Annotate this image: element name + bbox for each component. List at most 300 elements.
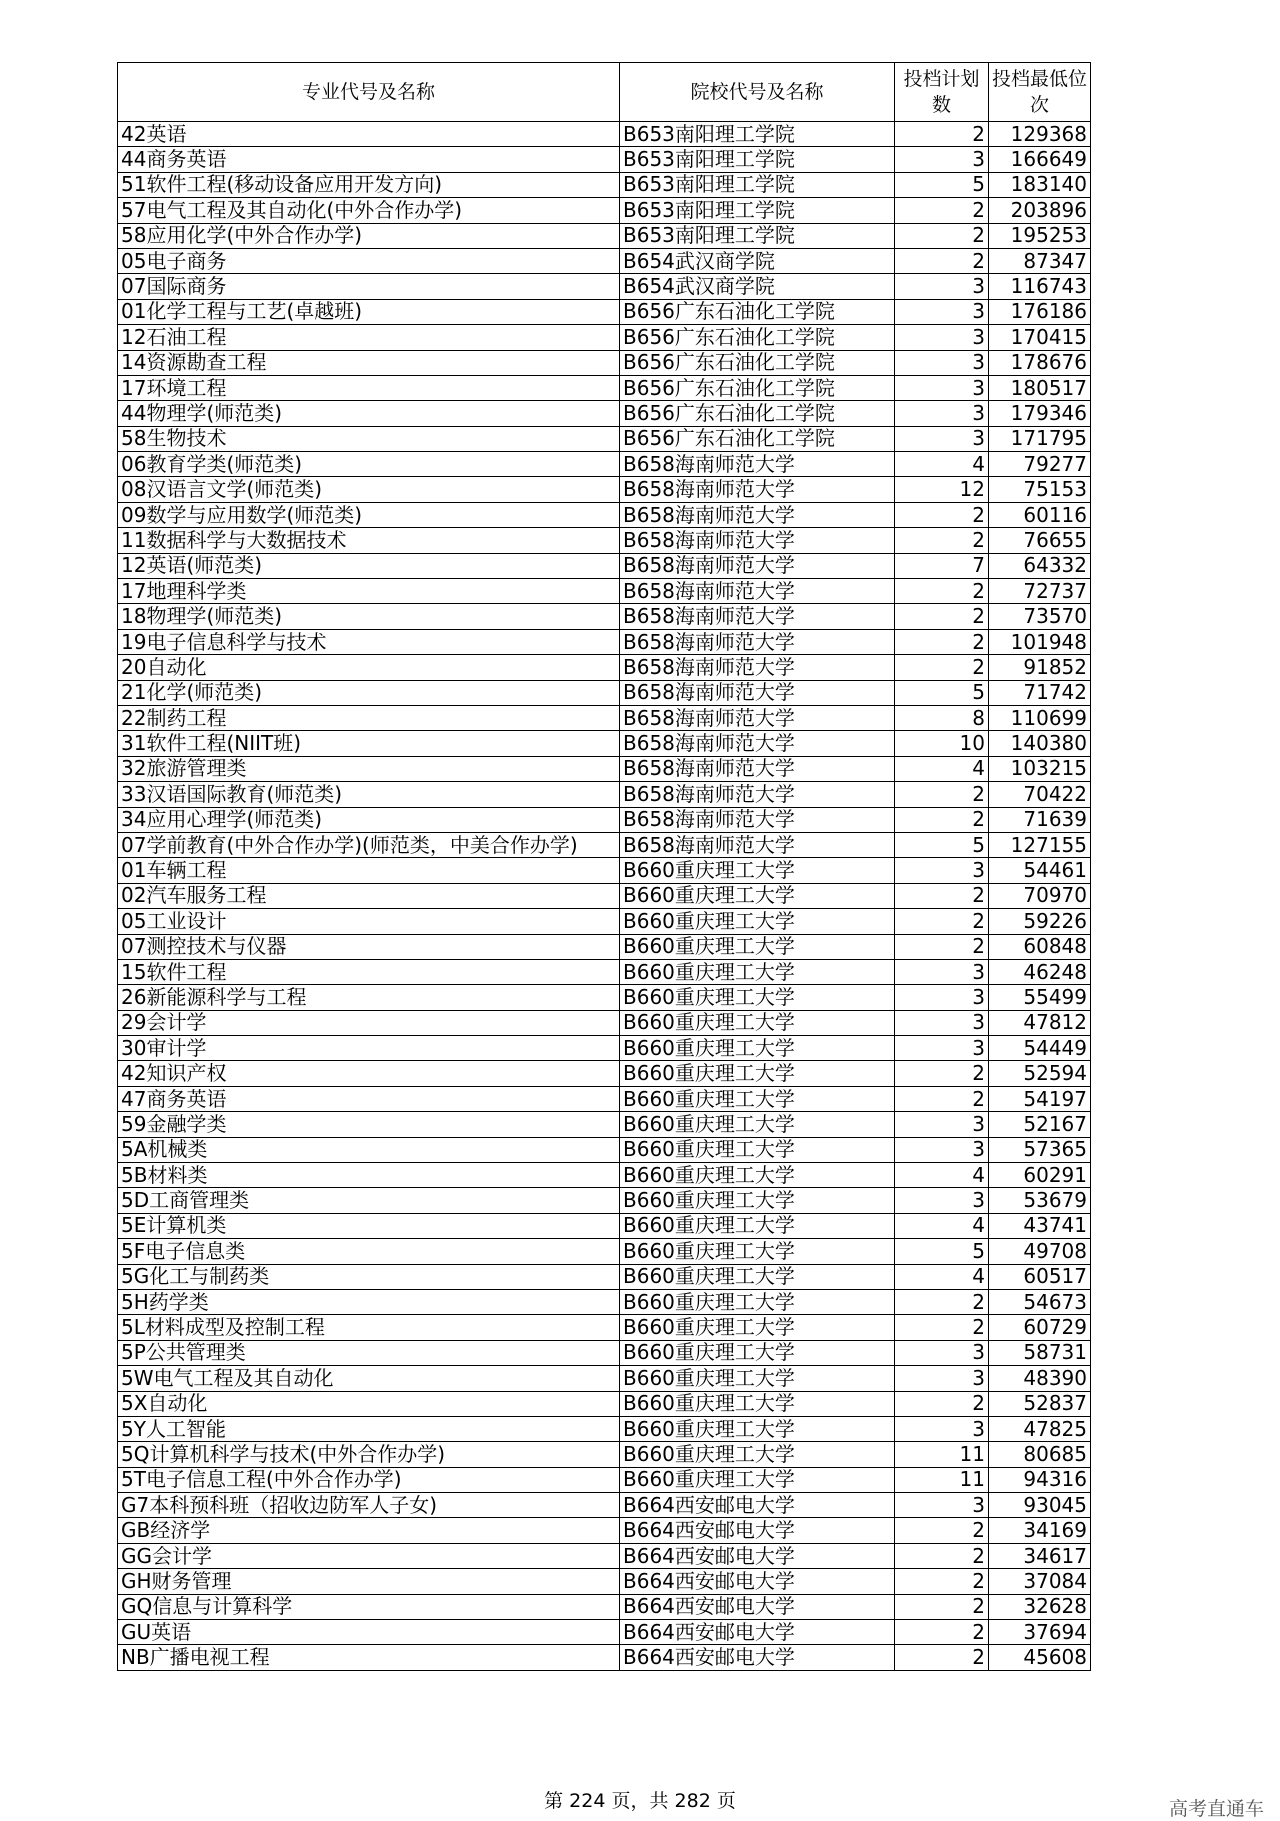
cell-min-rank: 70970 <box>989 883 1091 908</box>
cell-min-rank: 101948 <box>989 629 1091 654</box>
cell-major: 19电子信息科学与技术 <box>118 629 620 654</box>
cell-min-rank: 34169 <box>989 1518 1091 1543</box>
cell-min-rank: 129368 <box>989 122 1091 147</box>
cell-plan-count: 2 <box>895 1543 989 1568</box>
table-row <box>118 1010 1091 1035</box>
cell-plan-count: 2 <box>895 629 989 654</box>
cell-major: 21化学(师范类) <box>118 680 620 705</box>
cell-min-rank: 178676 <box>989 350 1091 375</box>
cell-plan-count: 3 <box>895 375 989 400</box>
cell-min-rank: 110699 <box>989 705 1091 730</box>
cell-plan-count: 5 <box>895 680 989 705</box>
cell-school: B658海南师范大学 <box>620 680 895 705</box>
table-row <box>118 1061 1091 1086</box>
cell-major: 12石油工程 <box>118 325 620 350</box>
cell-min-rank: 183140 <box>989 172 1091 197</box>
cell-school: B653南阳理工学院 <box>620 223 895 248</box>
cell-plan-count: 2 <box>895 1518 989 1543</box>
table-row <box>118 223 1091 248</box>
cell-school: B660重庆理工大学 <box>620 1061 895 1086</box>
table-row <box>118 1213 1091 1238</box>
cell-min-rank: 37694 <box>989 1620 1091 1645</box>
cell-plan-count: 3 <box>895 959 989 984</box>
cell-school: B664西安邮电大学 <box>620 1543 895 1568</box>
cell-school: B664西安邮电大学 <box>620 1645 895 1670</box>
cell-min-rank: 37084 <box>989 1569 1091 1594</box>
cell-min-rank: 93045 <box>989 1493 1091 1518</box>
cell-plan-count: 3 <box>895 1340 989 1365</box>
cell-min-rank: 203896 <box>989 198 1091 223</box>
cell-major: 5B材料类 <box>118 1163 620 1188</box>
cell-min-rank: 60729 <box>989 1315 1091 1340</box>
cell-min-rank: 71639 <box>989 807 1091 832</box>
cell-school: B660重庆理工大学 <box>620 1010 895 1035</box>
cell-plan-count: 2 <box>895 198 989 223</box>
table-row <box>118 934 1091 959</box>
cell-min-rank: 79277 <box>989 452 1091 477</box>
cell-plan-count: 2 <box>895 223 989 248</box>
cell-school: B658海南师范大学 <box>620 477 895 502</box>
cell-school: B656广东石油化工学院 <box>620 325 895 350</box>
cell-min-rank: 57365 <box>989 1137 1091 1162</box>
table-row <box>118 172 1091 197</box>
cell-school: B660重庆理工大学 <box>620 1442 895 1467</box>
table-row <box>118 426 1091 451</box>
table-row <box>118 528 1091 553</box>
cell-major: 44商务英语 <box>118 147 620 172</box>
cell-major: 20自动化 <box>118 655 620 680</box>
cell-major: GB经济学 <box>118 1518 620 1543</box>
cell-min-rank: 71742 <box>989 680 1091 705</box>
cell-school: B664西安邮电大学 <box>620 1620 895 1645</box>
table-row <box>118 122 1091 147</box>
cell-school: B660重庆理工大学 <box>620 883 895 908</box>
table-row <box>118 1036 1091 1061</box>
cell-plan-count: 4 <box>895 452 989 477</box>
cell-plan-count: 3 <box>895 1416 989 1441</box>
cell-major: 5L材料成型及控制工程 <box>118 1315 620 1340</box>
cell-school: B660重庆理工大学 <box>620 1239 895 1264</box>
cell-min-rank: 52594 <box>989 1061 1091 1086</box>
cell-plan-count: 2 <box>895 1061 989 1086</box>
cell-major: 5G化工与制药类 <box>118 1264 620 1289</box>
cell-school: B660重庆理工大学 <box>620 1315 895 1340</box>
table-row <box>118 985 1091 1010</box>
cell-major: 09数学与应用数学(师范类) <box>118 502 620 527</box>
cell-major: G7本科预科班（招收边防军人子女) <box>118 1493 620 1518</box>
cell-major: 47商务英语 <box>118 1086 620 1111</box>
cell-school: B656广东石油化工学院 <box>620 299 895 324</box>
cell-plan-count: 2 <box>895 655 989 680</box>
cell-plan-count: 3 <box>895 350 989 375</box>
cell-min-rank: 54673 <box>989 1289 1091 1314</box>
cell-major: 42知识产权 <box>118 1061 620 1086</box>
cell-major: 51软件工程(移动设备应用开发方向) <box>118 172 620 197</box>
cell-school: B660重庆理工大学 <box>620 1163 895 1188</box>
table-row <box>118 1264 1091 1289</box>
table-row <box>118 274 1091 299</box>
cell-major: 5A机械类 <box>118 1137 620 1162</box>
table-row <box>118 1442 1091 1467</box>
cell-plan-count: 3 <box>895 147 989 172</box>
cell-plan-count: 3 <box>895 858 989 883</box>
cell-min-rank: 45608 <box>989 1645 1091 1670</box>
cell-school: B660重庆理工大学 <box>620 1188 895 1213</box>
table-row <box>118 198 1091 223</box>
table-row <box>118 553 1091 578</box>
table-row <box>118 452 1091 477</box>
cell-major: 01化学工程与工艺(卓越班) <box>118 299 620 324</box>
cell-plan-count: 3 <box>895 1366 989 1391</box>
cell-major: 17环境工程 <box>118 375 620 400</box>
cell-min-rank: 52837 <box>989 1391 1091 1416</box>
cell-school: B660重庆理工大学 <box>620 1137 895 1162</box>
table-row <box>118 350 1091 375</box>
cell-plan-count: 3 <box>895 1188 989 1213</box>
cell-major: 5F电子信息类 <box>118 1239 620 1264</box>
cell-min-rank: 60848 <box>989 934 1091 959</box>
cell-min-rank: 195253 <box>989 223 1091 248</box>
page-number: 第 224 页，共 282 页 <box>544 1790 736 1812</box>
cell-major: 22制药工程 <box>118 705 620 730</box>
cell-major: 5P公共管理类 <box>118 1340 620 1365</box>
cell-plan-count: 3 <box>895 1137 989 1162</box>
cell-plan-count: 2 <box>895 807 989 832</box>
cell-plan-count: 2 <box>895 528 989 553</box>
table-row <box>118 782 1091 807</box>
cell-school: B660重庆理工大学 <box>620 1112 895 1137</box>
cell-school: B653南阳理工学院 <box>620 198 895 223</box>
cell-school: B660重庆理工大学 <box>620 934 895 959</box>
cell-plan-count: 2 <box>895 502 989 527</box>
table-row <box>118 1416 1091 1441</box>
cell-major: 30审计学 <box>118 1036 620 1061</box>
cell-school: B658海南师范大学 <box>620 528 895 553</box>
cell-school: B664西安邮电大学 <box>620 1518 895 1543</box>
table-row <box>118 1620 1091 1645</box>
cell-min-rank: 32628 <box>989 1594 1091 1619</box>
cell-min-rank: 49708 <box>989 1239 1091 1264</box>
table-row <box>118 655 1091 680</box>
table-row <box>118 1188 1091 1213</box>
cell-plan-count: 2 <box>895 1645 989 1670</box>
cell-min-rank: 34617 <box>989 1543 1091 1568</box>
cell-major: GQ信息与计算科学 <box>118 1594 620 1619</box>
table-row <box>118 1543 1091 1568</box>
cell-min-rank: 176186 <box>989 299 1091 324</box>
cell-major: 57电气工程及其自动化(中外合作办学) <box>118 198 620 223</box>
cell-min-rank: 75153 <box>989 477 1091 502</box>
cell-min-rank: 54197 <box>989 1086 1091 1111</box>
cell-major: 07学前教育(中外合作办学)(师范类，中美合作办学) <box>118 832 620 857</box>
cell-plan-count: 3 <box>895 426 989 451</box>
cell-plan-count: 3 <box>895 1493 989 1518</box>
cell-school: B660重庆理工大学 <box>620 1416 895 1441</box>
cell-plan-count: 2 <box>895 782 989 807</box>
cell-plan-count: 2 <box>895 1086 989 1111</box>
cell-min-rank: 91852 <box>989 655 1091 680</box>
cell-major: 07测控技术与仪器 <box>118 934 620 959</box>
cell-school: B660重庆理工大学 <box>620 1289 895 1314</box>
cell-plan-count: 2 <box>895 579 989 604</box>
cell-plan-count: 3 <box>895 1112 989 1137</box>
cell-major: 5W电气工程及其自动化 <box>118 1366 620 1391</box>
cell-min-rank: 87347 <box>989 248 1091 273</box>
cell-school: B658海南师范大学 <box>620 832 895 857</box>
table-row <box>118 147 1091 172</box>
cell-plan-count: 2 <box>895 122 989 147</box>
table-row <box>118 477 1091 502</box>
cell-plan-count: 4 <box>895 1163 989 1188</box>
cell-major: 02汽车服务工程 <box>118 883 620 908</box>
cell-major: 17地理科学类 <box>118 579 620 604</box>
cell-major: 59金融学类 <box>118 1112 620 1137</box>
cell-min-rank: 170415 <box>989 325 1091 350</box>
cell-major: 31软件工程(NIIT班) <box>118 731 620 756</box>
cell-plan-count: 2 <box>895 1391 989 1416</box>
cell-plan-count: 2 <box>895 883 989 908</box>
table-row <box>118 1137 1091 1162</box>
cell-plan-count: 2 <box>895 909 989 934</box>
table-row <box>118 1340 1091 1365</box>
cell-plan-count: 3 <box>895 274 989 299</box>
cell-plan-count: 3 <box>895 325 989 350</box>
table-row <box>118 1163 1091 1188</box>
cell-school: B658海南师范大学 <box>620 604 895 629</box>
cell-min-rank: 76655 <box>989 528 1091 553</box>
cell-min-rank: 166649 <box>989 147 1091 172</box>
cell-school: B664西安邮电大学 <box>620 1569 895 1594</box>
cell-school: B658海南师范大学 <box>620 756 895 781</box>
table-row <box>118 579 1091 604</box>
cell-min-rank: 47812 <box>989 1010 1091 1035</box>
cell-min-rank: 80685 <box>989 1442 1091 1467</box>
cell-school: B653南阳理工学院 <box>620 172 895 197</box>
table-body <box>118 122 1091 1671</box>
cell-plan-count: 8 <box>895 705 989 730</box>
cell-plan-count: 11 <box>895 1442 989 1467</box>
table-row <box>118 1518 1091 1543</box>
cell-min-rank: 54461 <box>989 858 1091 883</box>
table-row <box>118 375 1091 400</box>
cell-school: B656广东石油化工学院 <box>620 426 895 451</box>
cell-major: 29会计学 <box>118 1010 620 1035</box>
cell-school: B656广东石油化工学院 <box>620 375 895 400</box>
cell-min-rank: 60517 <box>989 1264 1091 1289</box>
cell-major: 5X自动化 <box>118 1391 620 1416</box>
table-row <box>118 299 1091 324</box>
cell-school: B664西安邮电大学 <box>620 1493 895 1518</box>
cell-plan-count: 2 <box>895 248 989 273</box>
cell-school: B658海南师范大学 <box>620 782 895 807</box>
table-row <box>118 1569 1091 1594</box>
cell-major: 06教育学类(师范类) <box>118 452 620 477</box>
cell-school: B656广东石油化工学院 <box>620 350 895 375</box>
table-row <box>118 604 1091 629</box>
cell-min-rank: 140380 <box>989 731 1091 756</box>
cell-plan-count: 5 <box>895 832 989 857</box>
cell-plan-count: 3 <box>895 299 989 324</box>
cell-min-rank: 59226 <box>989 909 1091 934</box>
table-row <box>118 832 1091 857</box>
cell-min-rank: 43741 <box>989 1213 1091 1238</box>
cell-major: 5Q计算机科学与技术(中外合作办学) <box>118 1442 620 1467</box>
cell-school: B660重庆理工大学 <box>620 1213 895 1238</box>
table-row <box>118 502 1091 527</box>
cell-major: 5H药学类 <box>118 1289 620 1314</box>
cell-min-rank: 60291 <box>989 1163 1091 1188</box>
cell-school: B658海南师范大学 <box>620 579 895 604</box>
table-header-row <box>118 63 1091 122</box>
cell-major: GU英语 <box>118 1620 620 1645</box>
cell-min-rank: 55499 <box>989 985 1091 1010</box>
cell-school: B660重庆理工大学 <box>620 1340 895 1365</box>
cell-plan-count: 5 <box>895 172 989 197</box>
cell-major: 18物理学(师范类) <box>118 604 620 629</box>
table-row <box>118 807 1091 832</box>
cell-plan-count: 2 <box>895 604 989 629</box>
cell-min-rank: 64332 <box>989 553 1091 578</box>
table-row <box>118 909 1091 934</box>
cell-school: B656广东石油化工学院 <box>620 401 895 426</box>
admission-table <box>117 62 1091 1671</box>
cell-min-rank: 116743 <box>989 274 1091 299</box>
cell-school: B658海南师范大学 <box>620 655 895 680</box>
cell-major: 12英语(师范类) <box>118 553 620 578</box>
table-row <box>118 858 1091 883</box>
cell-major: 32旅游管理类 <box>118 756 620 781</box>
cell-plan-count: 7 <box>895 553 989 578</box>
cell-major: 08汉语言文学(师范类) <box>118 477 620 502</box>
header-min-rank: 投档最低位次 <box>989 63 1091 122</box>
table-row <box>118 1239 1091 1264</box>
cell-school: B658海南师范大学 <box>620 553 895 578</box>
cell-major: 33汉语国际教育(师范类) <box>118 782 620 807</box>
cell-major: GG会计学 <box>118 1543 620 1568</box>
cell-school: B660重庆理工大学 <box>620 1366 895 1391</box>
cell-major: 5Y人工智能 <box>118 1416 620 1441</box>
cell-school: B660重庆理工大学 <box>620 1467 895 1492</box>
table-row <box>118 1289 1091 1314</box>
cell-plan-count: 3 <box>895 1036 989 1061</box>
table-row <box>118 1366 1091 1391</box>
cell-min-rank: 46248 <box>989 959 1091 984</box>
cell-plan-count: 2 <box>895 1315 989 1340</box>
cell-major: 58生物技术 <box>118 426 620 451</box>
cell-major: NB广播电视工程 <box>118 1645 620 1670</box>
cell-school: B654武汉商学院 <box>620 248 895 273</box>
cell-plan-count: 3 <box>895 985 989 1010</box>
cell-plan-count: 3 <box>895 401 989 426</box>
cell-min-rank: 48390 <box>989 1366 1091 1391</box>
cell-plan-count: 4 <box>895 1264 989 1289</box>
table-row <box>118 1645 1091 1670</box>
cell-min-rank: 70422 <box>989 782 1091 807</box>
cell-plan-count: 3 <box>895 1010 989 1035</box>
cell-min-rank: 94316 <box>989 1467 1091 1492</box>
table-row <box>118 1086 1091 1111</box>
cell-min-rank: 127155 <box>989 832 1091 857</box>
cell-major: 5T电子信息工程(中外合作办学) <box>118 1467 620 1492</box>
table-row <box>118 629 1091 654</box>
header-plan-count: 投档计划数 <box>895 63 989 122</box>
cell-school: B653南阳理工学院 <box>620 147 895 172</box>
table-row <box>118 731 1091 756</box>
cell-school: B658海南师范大学 <box>620 731 895 756</box>
table-row <box>118 680 1091 705</box>
table-row <box>118 401 1091 426</box>
cell-school: B658海南师范大学 <box>620 629 895 654</box>
cell-plan-count: 2 <box>895 1569 989 1594</box>
cell-major: 5D工商管理类 <box>118 1188 620 1213</box>
cell-plan-count: 4 <box>895 756 989 781</box>
cell-min-rank: 54449 <box>989 1036 1091 1061</box>
watermark: 高考直通车 <box>1168 1798 1264 1820</box>
cell-plan-count: 2 <box>895 1620 989 1645</box>
cell-min-rank: 47825 <box>989 1416 1091 1441</box>
header-school: 院校代号及名称 <box>620 63 895 122</box>
table-row <box>118 1467 1091 1492</box>
cell-school: B660重庆理工大学 <box>620 959 895 984</box>
table-row <box>118 1594 1091 1619</box>
cell-major: 34应用心理学(师范类) <box>118 807 620 832</box>
cell-school: B660重庆理工大学 <box>620 909 895 934</box>
cell-plan-count: 5 <box>895 1239 989 1264</box>
cell-major: 14资源勘查工程 <box>118 350 620 375</box>
table-row <box>118 756 1091 781</box>
cell-min-rank: 180517 <box>989 375 1091 400</box>
cell-school: B658海南师范大学 <box>620 452 895 477</box>
cell-school: B660重庆理工大学 <box>620 1264 895 1289</box>
cell-min-rank: 179346 <box>989 401 1091 426</box>
cell-min-rank: 171795 <box>989 426 1091 451</box>
cell-major: 42英语 <box>118 122 620 147</box>
cell-major: 01车辆工程 <box>118 858 620 883</box>
cell-major: 11数据科学与大数据技术 <box>118 528 620 553</box>
cell-plan-count: 4 <box>895 1213 989 1238</box>
cell-major: 05工业设计 <box>118 909 620 934</box>
table-row <box>118 959 1091 984</box>
cell-plan-count: 2 <box>895 1289 989 1314</box>
table-row <box>118 883 1091 908</box>
table-row <box>118 325 1091 350</box>
cell-school: B660重庆理工大学 <box>620 1036 895 1061</box>
cell-min-rank: 58731 <box>989 1340 1091 1365</box>
cell-plan-count: 2 <box>895 1594 989 1619</box>
cell-school: B654武汉商学院 <box>620 274 895 299</box>
cell-major: 44物理学(师范类) <box>118 401 620 426</box>
cell-plan-count: 2 <box>895 934 989 959</box>
cell-school: B664西安邮电大学 <box>620 1594 895 1619</box>
cell-school: B658海南师范大学 <box>620 807 895 832</box>
cell-major: 5E计算机类 <box>118 1213 620 1238</box>
cell-min-rank: 52167 <box>989 1112 1091 1137</box>
header-major: 专业代号及名称 <box>118 63 620 122</box>
table-row <box>118 705 1091 730</box>
cell-school: B660重庆理工大学 <box>620 1391 895 1416</box>
cell-school: B660重庆理工大学 <box>620 985 895 1010</box>
cell-school: B660重庆理工大学 <box>620 858 895 883</box>
table-row <box>118 248 1091 273</box>
cell-major: 15软件工程 <box>118 959 620 984</box>
cell-major: 07国际商务 <box>118 274 620 299</box>
cell-plan-count: 11 <box>895 1467 989 1492</box>
cell-school: B658海南师范大学 <box>620 705 895 730</box>
table-row <box>118 1391 1091 1416</box>
cell-min-rank: 53679 <box>989 1188 1091 1213</box>
cell-plan-count: 10 <box>895 731 989 756</box>
cell-major: 05电子商务 <box>118 248 620 273</box>
